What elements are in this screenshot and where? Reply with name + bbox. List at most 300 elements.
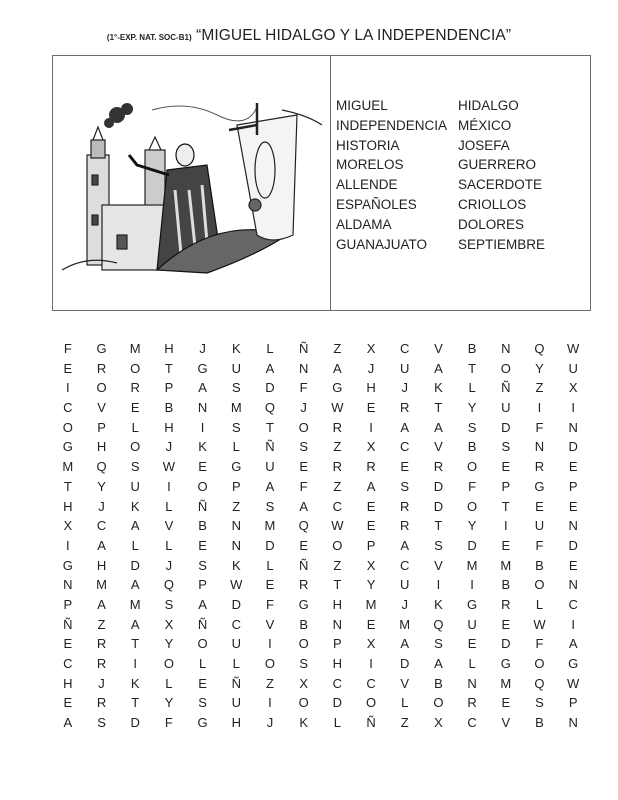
grid-letter[interactable]: E — [63, 695, 73, 711]
grid-letter[interactable]: F — [535, 419, 544, 435]
grid-letter[interactable]: A — [130, 577, 140, 593]
grid-letter[interactable]: V — [164, 518, 174, 534]
grid-letter[interactable]: E — [299, 459, 308, 475]
grid-letter[interactable]: S — [299, 656, 308, 671]
grid-letter[interactable]: Ñ — [366, 715, 376, 731]
grid-letter[interactable]: H — [231, 715, 241, 731]
grid-letter[interactable]: N — [467, 675, 477, 691]
grid-letter[interactable]: L — [165, 498, 173, 514]
grid-letter[interactable]: J — [165, 557, 173, 573]
grid-letter[interactable]: S — [130, 459, 140, 475]
grid-letter[interactable]: A — [434, 656, 443, 671]
grid-letter[interactable]: I — [503, 518, 508, 534]
grid-letter[interactable]: Q — [534, 675, 545, 691]
grid-letter[interactable]: E — [535, 498, 544, 514]
grid-letter[interactable]: Z — [265, 675, 274, 691]
grid-letter[interactable]: A — [63, 715, 73, 731]
grid-letter[interactable]: Y — [535, 360, 544, 376]
grid-letter[interactable]: L — [131, 419, 139, 435]
grid-letter[interactable]: F — [164, 715, 173, 731]
grid-letter[interactable]: D — [467, 537, 477, 553]
grid-letter[interactable]: A — [400, 636, 410, 652]
grid-letter[interactable]: A — [568, 636, 578, 652]
grid-letter[interactable]: L — [266, 557, 274, 573]
grid-letter[interactable]: Y — [97, 478, 106, 494]
grid-letter[interactable]: O — [467, 459, 478, 475]
grid-letter[interactable]: Q — [96, 459, 107, 475]
grid-letter[interactable]: T — [131, 636, 140, 652]
grid-letter[interactable]: C — [568, 596, 578, 612]
grid-letter[interactable]: V — [434, 341, 443, 356]
grid-letter[interactable]: P — [333, 636, 342, 652]
grid-letter[interactable]: P — [568, 695, 578, 711]
grid-letter[interactable]: Y — [164, 695, 174, 711]
grid-letter[interactable]: B — [501, 577, 511, 593]
grid-letter[interactable]: X — [568, 380, 578, 396]
grid-letter[interactable]: O — [500, 360, 511, 376]
grid-letter[interactable]: E — [366, 616, 376, 632]
grid-letter[interactable]: G — [197, 360, 208, 376]
grid-letter[interactable]: A — [198, 596, 207, 612]
grid-letter[interactable]: Z — [333, 341, 342, 356]
grid-letter[interactable]: O — [163, 656, 174, 671]
grid-letter[interactable]: T — [434, 400, 443, 416]
grid-letter[interactable]: G — [62, 557, 73, 573]
grid-letter[interactable]: O — [197, 478, 208, 494]
grid-letter[interactable]: K — [231, 341, 241, 356]
grid-letter[interactable]: L — [333, 715, 341, 731]
grid-letter[interactable]: C — [400, 557, 410, 573]
grid-letter[interactable]: T — [131, 695, 140, 711]
grid-letter[interactable]: N — [568, 715, 578, 731]
grid-letter[interactable]: J — [266, 715, 274, 731]
grid-letter[interactable]: L — [232, 439, 240, 455]
grid-letter[interactable]: Ñ — [63, 616, 73, 632]
grid-letter[interactable]: M — [500, 557, 512, 573]
grid-letter[interactable]: A — [130, 616, 140, 632]
grid-letter[interactable]: B — [467, 439, 477, 455]
grid-letter[interactable]: E — [366, 498, 376, 514]
grid-letter[interactable]: D — [433, 478, 444, 494]
grid-letter[interactable]: L — [535, 596, 544, 612]
grid-letter[interactable]: L — [198, 656, 207, 671]
grid-letter[interactable]: N — [298, 360, 309, 376]
grid-letter[interactable]: T — [164, 360, 173, 376]
grid-letter[interactable]: E — [568, 498, 578, 514]
grid-letter[interactable]: E — [467, 636, 477, 652]
grid-letter[interactable]: I — [200, 419, 205, 435]
grid-letter[interactable]: S — [535, 695, 544, 711]
grid-letter[interactable]: Y — [467, 518, 477, 534]
grid-letter[interactable]: I — [167, 478, 171, 494]
grid-letter[interactable]: I — [268, 636, 272, 652]
grid-letter[interactable]: N — [197, 400, 208, 416]
grid-letter[interactable]: G — [197, 715, 208, 731]
grid-letter[interactable]: E — [198, 459, 207, 475]
grid-letter[interactable]: U — [400, 577, 410, 593]
grid-letter[interactable]: Ñ — [231, 675, 241, 691]
grid-letter[interactable]: K — [434, 380, 443, 396]
grid-letter[interactable]: A — [333, 360, 342, 376]
grid-letter[interactable]: R — [96, 695, 107, 711]
grid-letter[interactable]: S — [231, 380, 241, 396]
grid-letter[interactable]: Ñ — [298, 341, 309, 356]
grid-letter[interactable]: R — [298, 577, 309, 593]
grid-letter[interactable]: E — [265, 577, 275, 593]
grid-letter[interactable]: Z — [535, 380, 544, 396]
grid-letter[interactable]: U — [534, 518, 545, 534]
grid-letter[interactable]: G — [568, 656, 579, 671]
grid-letter[interactable]: U — [501, 400, 511, 416]
grid-letter[interactable]: G — [500, 656, 511, 671]
grid-letter[interactable]: A — [366, 478, 376, 494]
grid-letter[interactable]: S — [198, 695, 207, 711]
grid-letter[interactable]: U — [231, 695, 241, 711]
grid-letter[interactable]: N — [568, 419, 578, 435]
grid-letter[interactable]: X — [366, 439, 376, 455]
grid-letter[interactable]: H — [164, 341, 174, 356]
grid-letter[interactable]: D — [501, 419, 511, 435]
grid-letter[interactable]: D — [265, 380, 275, 396]
grid-letter[interactable]: A — [299, 498, 308, 514]
grid-letter[interactable]: O — [332, 537, 343, 553]
grid-letter[interactable]: R — [501, 596, 511, 612]
grid-letter[interactable]: E — [63, 636, 73, 652]
grid-letter[interactable]: E — [366, 518, 376, 534]
grid-letter[interactable]: X — [63, 518, 73, 534]
grid-letter[interactable]: M — [365, 596, 377, 612]
grid-letter[interactable]: Y — [467, 400, 477, 416]
grid-letter[interactable]: W — [567, 675, 580, 691]
grid-letter[interactable]: E — [198, 675, 207, 691]
grid-letter[interactable]: M — [466, 557, 478, 573]
grid-letter[interactable]: S — [400, 478, 410, 494]
grid-letter[interactable]: R — [433, 459, 444, 475]
grid-letter[interactable]: M — [399, 616, 411, 632]
grid-letter[interactable]: C — [332, 675, 343, 691]
grid-letter[interactable]: A — [97, 596, 106, 612]
grid-letter[interactable]: Ñ — [501, 380, 511, 396]
grid-letter[interactable]: I — [537, 400, 542, 416]
grid-letter[interactable]: E — [400, 459, 410, 475]
grid-letter[interactable]: F — [535, 537, 544, 553]
grid-letter[interactable]: C — [366, 675, 376, 691]
grid-letter[interactable]: G — [332, 380, 343, 396]
grid-letter[interactable]: V — [400, 675, 410, 691]
grid-letter[interactable]: L — [165, 537, 173, 553]
grid-letter[interactable]: E — [130, 400, 140, 416]
grid-letter[interactable]: I — [369, 419, 373, 435]
grid-letter[interactable]: S — [299, 439, 308, 455]
grid-letter[interactable]: K — [130, 498, 140, 514]
grid-letter[interactable]: A — [265, 360, 275, 376]
grid-letter[interactable]: E — [501, 616, 511, 632]
grid-letter[interactable]: S — [198, 557, 207, 573]
grid-letter[interactable]: S — [501, 439, 511, 455]
grid-letter[interactable]: W — [162, 459, 176, 475]
grid-letter[interactable]: O — [467, 498, 478, 514]
grid-letter[interactable]: R — [332, 459, 343, 475]
grid-letter[interactable]: I — [436, 577, 441, 593]
grid-letter[interactable]: C — [231, 616, 241, 632]
grid-letter[interactable]: U — [568, 360, 578, 376]
grid-letter[interactable]: C — [400, 439, 410, 455]
grid-letter[interactable]: J — [300, 400, 307, 416]
grid-letter[interactable]: J — [199, 341, 206, 356]
grid-letter[interactable]: G — [231, 459, 242, 475]
grid-letter[interactable]: P — [198, 577, 207, 593]
grid-letter[interactable]: O — [197, 636, 208, 652]
grid-letter[interactable]: R — [96, 656, 107, 671]
grid-letter[interactable]: I — [369, 656, 373, 671]
grid-letter[interactable]: X — [299, 675, 308, 691]
grid-letter[interactable]: O — [96, 380, 107, 396]
grid-letter[interactable]: U — [130, 478, 140, 494]
grid-letter[interactable]: O — [298, 636, 309, 652]
grid-letter[interactable]: Z — [232, 498, 241, 514]
grid-letter[interactable]: F — [299, 478, 308, 494]
grid-letter[interactable]: J — [165, 439, 173, 455]
grid-letter[interactable]: F — [468, 478, 477, 494]
grid-letter[interactable]: M — [500, 675, 512, 691]
grid-letter[interactable]: E — [501, 537, 511, 553]
grid-letter[interactable]: G — [298, 596, 309, 612]
grid-letter[interactable]: W — [533, 616, 546, 632]
grid-letter[interactable]: C — [96, 518, 107, 534]
grid-letter[interactable]: P — [164, 380, 174, 396]
grid-letter[interactable]: X — [366, 636, 376, 652]
grid-letter[interactable]: O — [62, 419, 73, 435]
grid-letter[interactable]: F — [535, 636, 544, 652]
grid-letter[interactable]: V — [97, 400, 106, 416]
grid-letter[interactable]: P — [97, 419, 106, 435]
grid-letter[interactable]: M — [129, 341, 141, 356]
grid-letter[interactable]: R — [400, 498, 410, 514]
grid-letter[interactable]: R — [96, 636, 107, 652]
grid-letter[interactable]: E — [366, 400, 376, 416]
grid-letter[interactable]: V — [501, 715, 511, 731]
grid-letter[interactable]: S — [231, 419, 241, 435]
grid-letter[interactable]: V — [265, 616, 275, 632]
grid-letter[interactable]: B — [164, 400, 174, 416]
grid-letter[interactable]: Z — [333, 478, 342, 494]
grid-letter[interactable]: B — [198, 518, 207, 534]
grid-letter[interactable]: R — [400, 400, 410, 416]
grid-letter[interactable]: G — [96, 341, 107, 356]
grid-letter[interactable]: K — [299, 715, 308, 731]
grid-letter[interactable]: G — [467, 596, 478, 612]
grid-letter[interactable]: S — [164, 596, 174, 612]
grid-letter[interactable]: L — [266, 341, 274, 356]
grid-letter[interactable]: J — [98, 498, 105, 514]
grid-letter[interactable]: D — [433, 498, 444, 514]
grid-letter[interactable]: N — [568, 577, 578, 593]
grid-letter[interactable]: N — [231, 518, 241, 534]
grid-letter[interactable]: Q — [298, 518, 309, 534]
grid-letter[interactable]: J — [98, 675, 105, 691]
grid-letter[interactable]: O — [130, 360, 141, 376]
grid-letter[interactable]: F — [299, 380, 308, 396]
grid-letter[interactable]: R — [130, 380, 140, 396]
grid-letter[interactable]: D — [231, 596, 241, 612]
grid-letter[interactable]: B — [299, 616, 308, 632]
grid-letter[interactable]: K — [231, 557, 241, 573]
grid-letter[interactable]: C — [332, 498, 343, 514]
grid-letter[interactable]: Y — [366, 577, 376, 593]
grid-letter[interactable]: V — [434, 557, 443, 573]
grid-letter[interactable]: M — [230, 400, 242, 416]
grid-letter[interactable]: A — [434, 360, 443, 376]
grid-letter[interactable]: H — [164, 419, 174, 435]
grid-letter[interactable]: J — [401, 596, 408, 612]
grid-letter[interactable]: P — [501, 478, 511, 494]
grid-letter[interactable]: O — [534, 656, 545, 671]
grid-letter[interactable]: N — [332, 616, 343, 632]
grid-letter[interactable]: D — [568, 537, 578, 553]
grid-letter[interactable]: L — [232, 656, 240, 671]
grid-letter[interactable]: D — [501, 636, 511, 652]
grid-letter[interactable]: I — [66, 537, 70, 553]
grid-letter[interactable]: S — [434, 537, 443, 553]
grid-letter[interactable]: S — [265, 498, 275, 514]
grid-letter[interactable]: A — [265, 478, 275, 494]
grid-letter[interactable]: Q — [534, 341, 545, 356]
grid-letter[interactable]: U — [467, 616, 477, 632]
grid-letter[interactable]: A — [97, 537, 106, 553]
grid-letter[interactable]: B — [535, 715, 544, 731]
grid-letter[interactable]: G — [62, 439, 73, 455]
grid-letter[interactable]: X — [366, 341, 376, 356]
grid-letter[interactable]: E — [568, 557, 578, 573]
grid-letter[interactable]: E — [63, 360, 73, 376]
grid-letter[interactable]: K — [434, 596, 443, 612]
grid-letter[interactable]: B — [467, 341, 477, 356]
grid-letter[interactable]: A — [400, 419, 410, 435]
grid-letter[interactable]: O — [130, 439, 141, 455]
grid-letter[interactable]: E — [198, 537, 207, 553]
grid-letter[interactable]: N — [568, 518, 578, 534]
grid-letter[interactable]: I — [268, 695, 272, 711]
grid-letter[interactable]: C — [63, 400, 73, 416]
grid-letter[interactable]: K — [130, 675, 140, 691]
grid-letter[interactable]: W — [331, 400, 344, 416]
grid-letter[interactable]: C — [400, 341, 410, 356]
grid-letter[interactable]: Y — [164, 636, 174, 652]
grid-letter[interactable]: D — [568, 439, 578, 455]
grid-letter[interactable]: F — [265, 596, 274, 612]
grid-letter[interactable]: H — [96, 439, 107, 455]
grid-letter[interactable]: H — [63, 498, 73, 514]
grid-letter[interactable]: M — [264, 518, 276, 534]
grid-letter[interactable]: I — [133, 656, 138, 671]
grid-letter[interactable]: K — [198, 439, 207, 455]
grid-letter[interactable]: L — [468, 380, 476, 396]
grid-letter[interactable]: O — [264, 656, 276, 671]
grid-letter[interactable]: Z — [97, 616, 106, 632]
grid-letter[interactable]: P — [63, 596, 73, 612]
grid-letter[interactable]: Z — [333, 557, 342, 573]
grid-letter[interactable]: L — [401, 695, 409, 711]
grid-letter[interactable]: U — [265, 459, 275, 475]
grid-letter[interactable]: X — [164, 616, 174, 632]
grid-letter[interactable]: C — [467, 715, 477, 731]
grid-letter[interactable]: D — [130, 715, 140, 731]
grid-letter[interactable]: D — [265, 537, 275, 553]
grid-letter[interactable]: J — [401, 380, 408, 396]
grid-letter[interactable]: Z — [333, 439, 342, 455]
grid-letter[interactable]: H — [96, 557, 107, 573]
grid-letter[interactable]: R — [96, 360, 107, 376]
grid-letter[interactable]: W — [567, 341, 580, 356]
grid-letter[interactable]: B — [535, 557, 544, 573]
grid-letter[interactable]: E — [501, 695, 511, 711]
grid-letter[interactable]: H — [366, 380, 376, 396]
grid-letter[interactable]: O — [298, 695, 309, 711]
grid-letter[interactable]: R — [467, 695, 477, 711]
grid-letter[interactable]: F — [63, 341, 72, 356]
grid-letter[interactable]: O — [433, 695, 444, 711]
grid-letter[interactable]: N — [534, 439, 545, 455]
grid-letter[interactable]: P — [568, 478, 578, 494]
grid-letter[interactable]: Ñ — [197, 498, 208, 514]
grid-letter[interactable]: X — [434, 715, 443, 731]
grid-letter[interactable]: M — [129, 596, 141, 612]
grid-letter[interactable]: O — [365, 695, 377, 711]
grid-letter[interactable]: R — [400, 518, 410, 534]
grid-letter[interactable]: W — [331, 518, 344, 534]
grid-letter[interactable]: Q — [163, 577, 174, 593]
grid-letter[interactable]: U — [231, 360, 241, 376]
grid-letter[interactable]: C — [63, 656, 73, 671]
grid-letter[interactable]: H — [63, 675, 73, 691]
grid-letter[interactable]: X — [366, 557, 376, 573]
grid-letter[interactable]: O — [298, 419, 309, 435]
grid-letter[interactable]: A — [434, 419, 443, 435]
grid-letter[interactable]: Ñ — [265, 439, 275, 455]
grid-letter[interactable]: T — [501, 498, 510, 514]
grid-letter[interactable]: V — [434, 439, 443, 455]
grid-letter[interactable]: T — [265, 419, 274, 435]
grid-letter[interactable]: T — [63, 478, 72, 494]
grid-letter[interactable]: I — [571, 616, 575, 632]
grid-letter[interactable]: P — [231, 478, 241, 494]
grid-letter[interactable]: N — [63, 577, 73, 593]
grid-letter[interactable]: D — [332, 695, 343, 711]
grid-letter[interactable]: J — [367, 360, 375, 376]
grid-letter[interactable]: T — [468, 360, 477, 376]
grid-letter[interactable]: O — [534, 577, 545, 593]
grid-letter[interactable]: D — [400, 656, 410, 671]
grid-letter[interactable]: D — [130, 557, 140, 573]
grid-letter[interactable]: A — [400, 537, 410, 553]
grid-letter[interactable]: R — [366, 459, 376, 475]
grid-letter[interactable]: S — [97, 715, 106, 731]
grid-letter[interactable]: R — [534, 459, 545, 475]
grid-letter[interactable]: S — [434, 636, 443, 652]
grid-letter[interactable]: U — [400, 360, 410, 376]
grid-letter[interactable]: T — [434, 518, 443, 534]
grid-letter[interactable]: I — [470, 577, 474, 593]
grid-letter[interactable]: L — [468, 656, 476, 671]
grid-letter[interactable]: B — [434, 675, 443, 691]
grid-letter[interactable]: N — [231, 537, 241, 553]
grid-letter[interactable]: P — [366, 537, 376, 553]
grid-letter[interactable]: G — [534, 478, 545, 494]
grid-letter[interactable]: M — [96, 577, 107, 593]
grid-letter[interactable]: L — [131, 537, 139, 553]
grid-letter[interactable]: Q — [433, 616, 444, 632]
grid-letter[interactable]: N — [501, 341, 511, 356]
